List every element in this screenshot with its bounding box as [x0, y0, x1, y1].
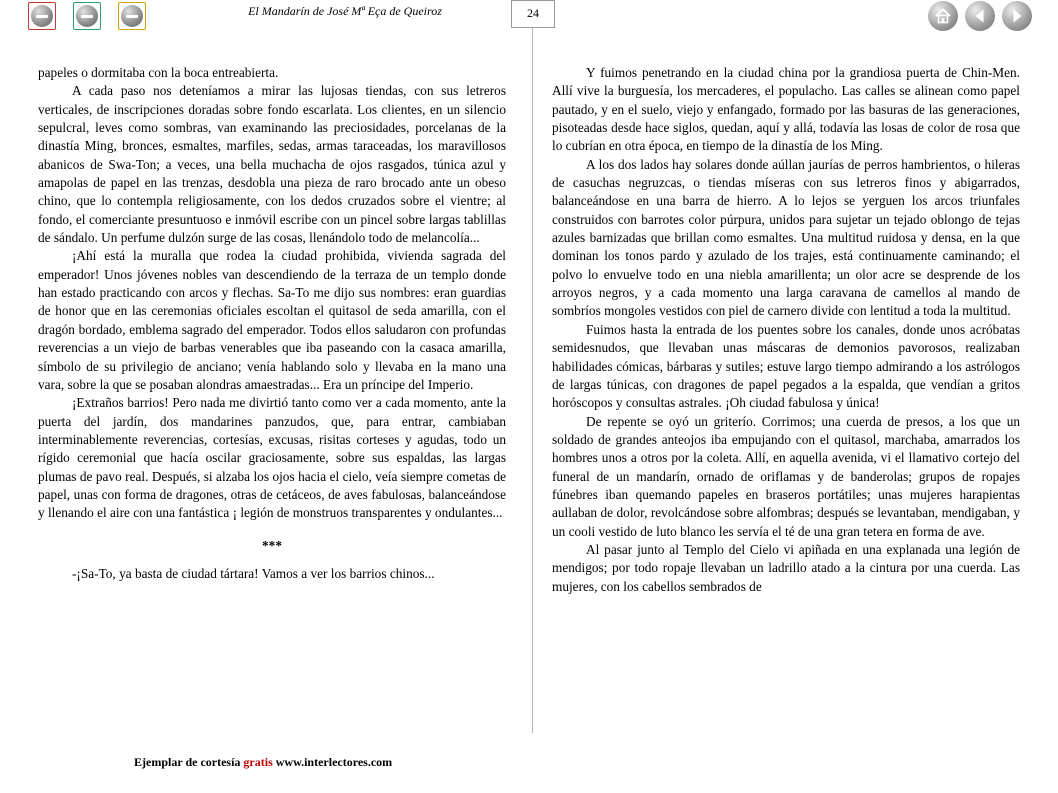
right-text-column	[552, 64, 1020, 596]
footer-highlight: gratis	[243, 755, 273, 769]
restore-icon	[121, 5, 143, 27]
paragraph: ¡Extraños barrios! Pero nada me divirtió tanto como ver a cada momento, ante la puerta del jardín, dos mandarines panzudos, que, para entrar, cambiaban interminablemente reverencias, cortesías, excusas, risitas corteses y agudas, todo un rígido ceremonial que hacía oscilar graciosamente, sobre sus espaldas, las largas plumas de pavo real. Después, si alzaba los ojos hacia el cielo, veía siempre cometas de papel, unas con forma de dragones, otras de cetáceos, de aves fabulosas, balanceándose y llenando el aire con una fantástica ¡ legión de monstruos transparentes y ondulantes...	[38, 395, 506, 521]
paragraph: A cada paso nos deteníamos a mirar las lujosas tiendas, con sus letreros verticales, de inscripciones doradas sobre fondo escarlata. Los clientes, en un silencio sepulcral, leves como sombras, van examinando las preciosidades, porcelanas de la dinastía Ming, bronces, esmaltes, marfiles, sedas, armas taraceadas, los maravillosos abanicos de Swa-Ton; a veces, una bella muchacha de ojos rasgados, túnica azul y amapolas de papel en las trenzas, desdobla una pieza de raro brocado ante un obeso chino, que lo contempla religiosamente, con los dedos cruzados sobre el vientre; al fondo, el comerciante presuntuoso e inmóvil escribe con un pincel sobre largas tablillas de sándalo. Un perfume dulzón surge de las cosas, llenándolo todo de melancolía...	[38, 83, 506, 246]
paragraph: Al pasar junto al Templo del Cielo vi apiñada en una explanada una legión de mendigos; por todo ropaje llevaban un ladrillo atado a la cintura por una cuerda. Las mujeres, con los cabellos sembrados de	[552, 541, 1020, 594]
forward-arrow-icon	[1008, 7, 1026, 25]
minimize-button[interactable]	[73, 2, 101, 30]
footer-prefix: Ejemplar de cortesía	[134, 755, 244, 769]
footer-link[interactable]: www.interlectores.com	[272, 755, 393, 769]
left-text-column	[38, 64, 506, 583]
minimize-icon	[76, 5, 98, 27]
footer-credit	[134, 755, 392, 770]
page-number: 24	[511, 0, 555, 28]
paragraph: ¡Ahí está la muralla que rodea la ciudad prohibida, vivienda sagrada del emperador! Unos jóvenes nobles van descendiendo de la terraza de un templo donde han estado practicando con arcos y flechas. Sa-To me dijo sus nombres: eran guardias de honor que en las ceremonias oficiales escoltan el quitasol de seda amarilla, con el dragón bordado, emblema sagrado del emperador. Todos ellos saludaron con profundas reverencias a un viejo de barbas venerables que iba paseando con la casaca amarilla, símbolo de su privilegio de anciano; venía hablando solo y llevaba en la mano una vara, sobre la que se posaban alondras amaestradas... Era un príncipe del Imperio.	[38, 248, 506, 392]
section-separator: ***	[262, 537, 282, 553]
previous-page-button[interactable]	[965, 1, 995, 31]
next-page-button[interactable]	[1002, 1, 1032, 31]
paragraph: De repente se oyó un griterío. Corrimos; una cuerda de presos, a los que un soldado de grandes anteojos iba empujando con el quitasol, marchaba, amarrados los hombres unos a otros por la coleta. Allí, en aquella avenida, vi el llamativo cortejo del funeral de un mandarín, ornado de oriflamas y de banderolas; grupos de ropajes fúnebres iban quemando papeles en braseros portátiles; unas mujeres harapientas aullaban de dolor, revolcándose sobre alfombras; después se levantaban, mendigaban, y un cooli vestido de luto blanco les servía el té de una gran tetera en forma de ave.	[552, 413, 1020, 539]
paragraph: Y fuimos penetrando en la ciudad china por la grandiosa puerta de Chin-Men. Allí vive la burguesía, los mercaderes, el populacho. Las calles se alinean como papel pautado, y en el suelo, viejo y enfangado, formado por las basuras de las generaciones, pisoteadas desde hace siglos, quedan, aquí y allá, todavía las losas de color de rosa que lo cubrían en otra época, en tiempo de la dinastía de los Ming.	[552, 65, 1020, 154]
restore-button[interactable]	[118, 2, 146, 30]
home-button[interactable]	[928, 1, 958, 31]
paragraph: papeles o dormitaba con la boca entreabierta.	[38, 65, 279, 80]
close-icon	[31, 5, 53, 27]
top-toolbar	[0, 0, 1058, 40]
home-icon	[934, 7, 952, 25]
book-title: El Mandarín de José Mª Eça de Queiroz	[248, 4, 442, 18]
paragraph: Fuimos hasta la entrada de los puentes sobre los canales, donde unos acróbatas semidesnudos, que llevaban unas máscaras de demonios pavorosos, realizaban habilidades cómicas, bárbaras y sutiles; estuve largo tiempo admirando a los astrólogos de largas túnicas, con dragones de papel pegados a la espalda, que vendían a gritos horóscopos y consultas astrales. ¡Oh ciudad fabulosa y única!	[552, 321, 1020, 411]
paragraph: -¡Sa-To, ya basta de ciudad tártara! Vamos a ver los barrios chinos...	[72, 565, 435, 581]
paragraph: A los dos lados hay solares donde aúllan jaurías de perros hambrientos, o hileras de casuchas negruzcas, o tiendas míseras con sus letreros finos y abigarrados, balanceándose en una barra de hierro. A lo lejos se yerguen los arcos triunfales construidos con barrotes color púrpura, unidos para sujetar un tejado oblongo de tejas azules barnizadas que brillan como esmaltes. Una multitud ruidosa y densa, en la que dominan los tonos pardo y azulado de los trajes, está continuamente caminando; el polvo lo envuelve todo en una niebla amarillenta; un olor acre se desprende de los arroyos negros, y a cada momento una larga caravana de camellos al mando de sombríos mongoles vestidos con piel de carnero divide con lentitud a toda la multitud.	[552, 156, 1020, 319]
close-button[interactable]	[28, 2, 56, 30]
back-arrow-icon	[971, 7, 989, 25]
page-divider	[532, 28, 533, 733]
